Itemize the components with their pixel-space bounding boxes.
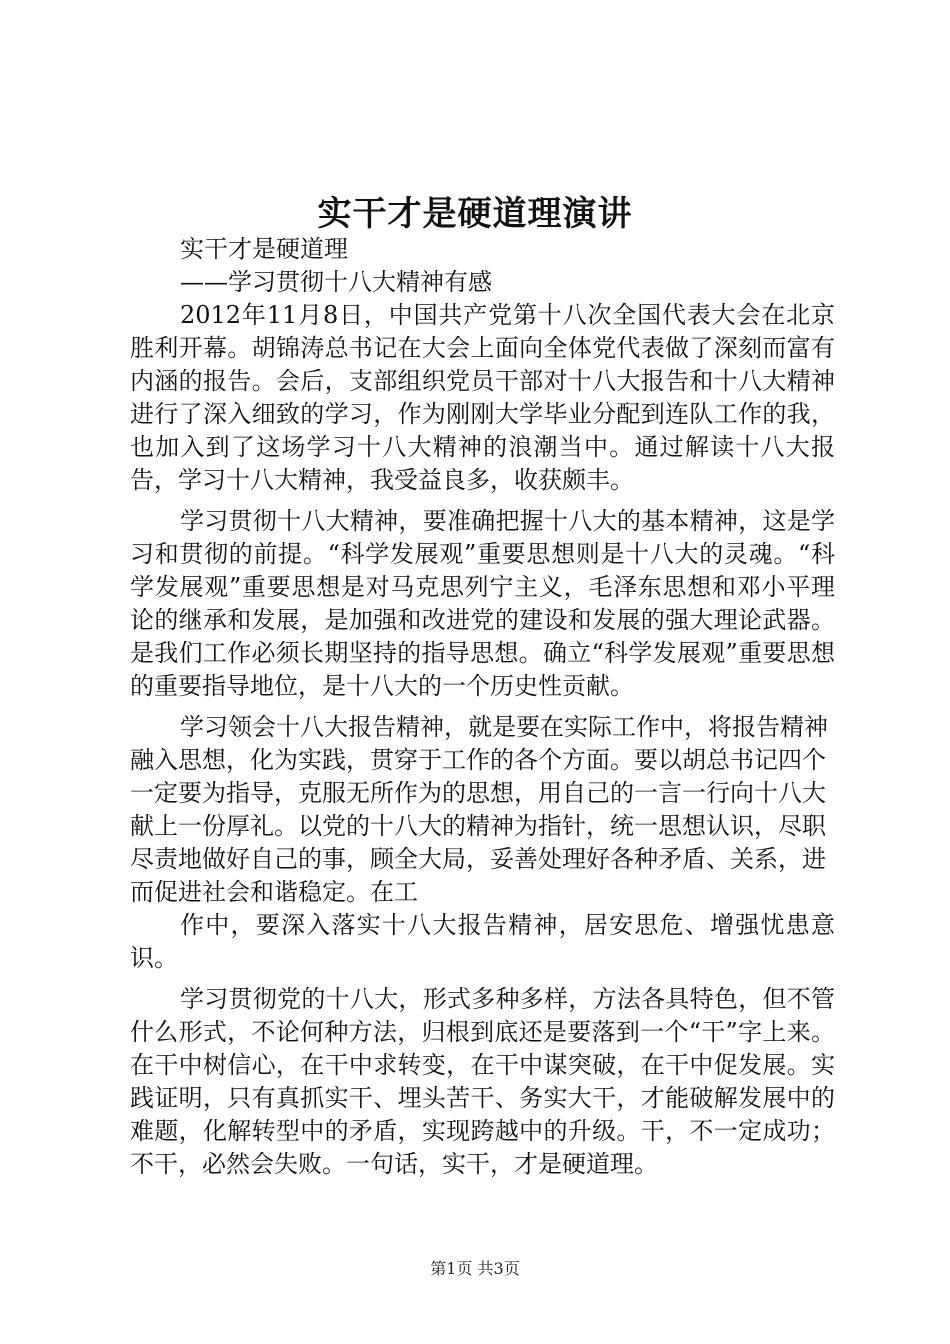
document-title: 实干才是硬道理演讲 (317, 194, 633, 234)
subtitle-line: ——学习贯彻十八大精神有感 (180, 268, 492, 296)
paragraph: 学习领会十八大报告精神，就是要在实际工作中，将报告精神融入思想，化为实践，贯穿于工作的各个方面。要以胡总书记四个一定要为指导，克服无所作为的思想，用自己的一言一行向十八大献上一份厚礼。以党的十八大的精神为指针，统一思想认识，尽职尽责地做好自己的事，顾全大局，妥善处理好各种矛盾、关系，进而促进社会和谐稳定。在工 (130, 713, 828, 906)
paragraph: 学习贯彻党的十八大，形式多种多样，方法各具特色，但不管什么形式，不论何种方法，归根到底还是要落到一个“干”字上来。在干中树信心，在干中求转变，在干中谋突破，在干中促发展。实践证明，只有真抓实干、埋头苦干、务实大干，才能破解发展中的难题，化解转型中的矛盾，实现跨越中的升级。干，不一定成功；不干，必然会失败。一句话，实干，才是硬道理。 (130, 985, 835, 1178)
paragraph: 学习贯彻十八大精神，要准确把握十八大的基本精神，这是学习和贯彻的前提。“科学发展观”重要思想则是十八大的灵魂。“科学发展观”重要思想是对马克思列宁主义，毛泽东思想和邓小平理论的继承和发展，是加强和改进党的建设和发展的强大理论武器。是我们工作必须长期坚持的指导思想。确立“科学发展观”重要思想的重要指导地位，是十八大的一个历史性贡献。 (130, 507, 835, 700)
page-footer: 第1页 共3页 (430, 1259, 520, 1278)
document-body (130, 233, 835, 1181)
subtitle-line: 实干才是硬道理 (180, 235, 348, 263)
paragraph: 2012年11月8日，中国共产党第十八次全国代表大会在北京胜利开幕。胡锦涛总书记在大会上面向全体党代表做了深刻而富有内涵的报告。会后，支部组织党员干部对十八大报告和十八大精神进行了深入细致的学习，作为刚刚大学毕业分配到连队工作的我，也加入到了这场学习十八大精神的浪潮当中。通过解读十八大报告，学习十八大精神，我受益良多，收获颇丰。 (130, 301, 835, 494)
paragraph: 作中，要深入落实十八大报告精神，居安思危、增强忧患意识。 (130, 911, 835, 972)
